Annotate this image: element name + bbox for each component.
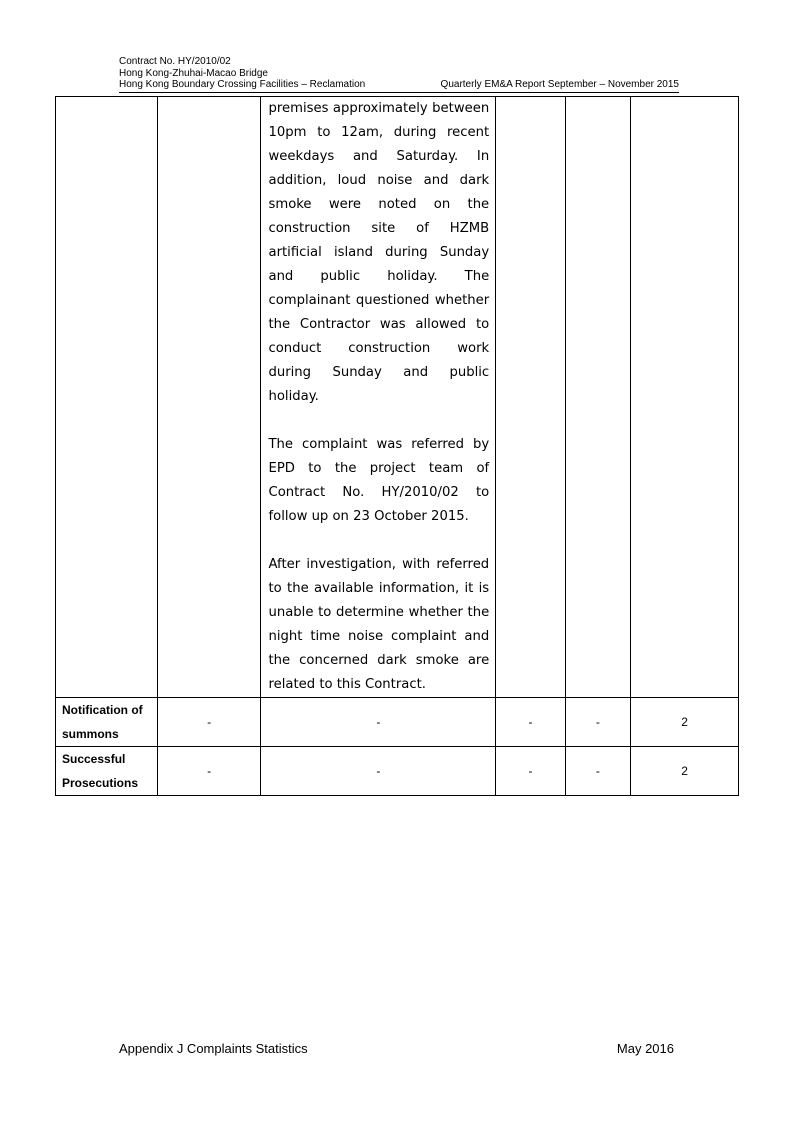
- project-name: Hong Kong-Zhuhai-Macao Bridge: [119, 67, 268, 79]
- page-header: [119, 56, 679, 93]
- table-cell: [565, 97, 630, 698]
- table-cell: -: [496, 747, 566, 796]
- table-row-notification-of-summons: [56, 698, 739, 747]
- facility-name: Hong Kong Boundary Crossing Facilities – Reclamation: [119, 79, 366, 90]
- table-cell: [157, 97, 261, 698]
- description-paragraph: After investigation, with referred to the available information, it is unable to determine whether the night time noise complaint and the concerned dark smoke are related to this Contract.: [268, 557, 490, 692]
- description-paragraph: The complaint was referred by EPD to the project team of Contract No. HY/2010/02 to follow up on 23 October 2015.: [268, 437, 490, 524]
- row-label: Notification of summons: [56, 698, 158, 747]
- table-cell: [631, 97, 739, 698]
- table-cell: [496, 97, 566, 698]
- table-cell: -: [496, 698, 566, 747]
- table-row: [56, 97, 739, 698]
- table-cell: -: [157, 747, 261, 796]
- table-cell: [56, 97, 158, 698]
- table-cell: -: [565, 747, 630, 796]
- report-title: Quarterly EM&A Report September – November 2015: [440, 79, 679, 90]
- report-date: May 2016: [616, 1041, 674, 1056]
- row-label: Successful Prosecutions: [56, 747, 158, 796]
- header-line: [119, 79, 679, 93]
- complaint-description-cell: [261, 97, 496, 698]
- contract-number: Contract No. HY/2010/02: [119, 56, 231, 67]
- description-paragraph: premises approximately between 10pm to 12am, during recent weekdays and Saturday. In addition, loud noise and dark smoke were noted on the construction site of HZMB artificial island during Sunday and public holiday. The complainant questioned whether the Contractor was allowed to conduct construction work during Sunday and public holiday.: [268, 101, 490, 404]
- table-row-successful-prosecutions: [56, 747, 739, 796]
- table-cell: 2: [631, 698, 739, 747]
- page-footer: [119, 1041, 674, 1056]
- table-cell: -: [565, 698, 630, 747]
- table-cell: -: [261, 698, 496, 747]
- appendix-title: Appendix J Complaints Statistics: [119, 1041, 308, 1056]
- table-cell: 2: [631, 747, 739, 796]
- table-cell: -: [261, 747, 496, 796]
- table-cell: -: [157, 698, 261, 747]
- complaints-statistics-table: [55, 96, 739, 796]
